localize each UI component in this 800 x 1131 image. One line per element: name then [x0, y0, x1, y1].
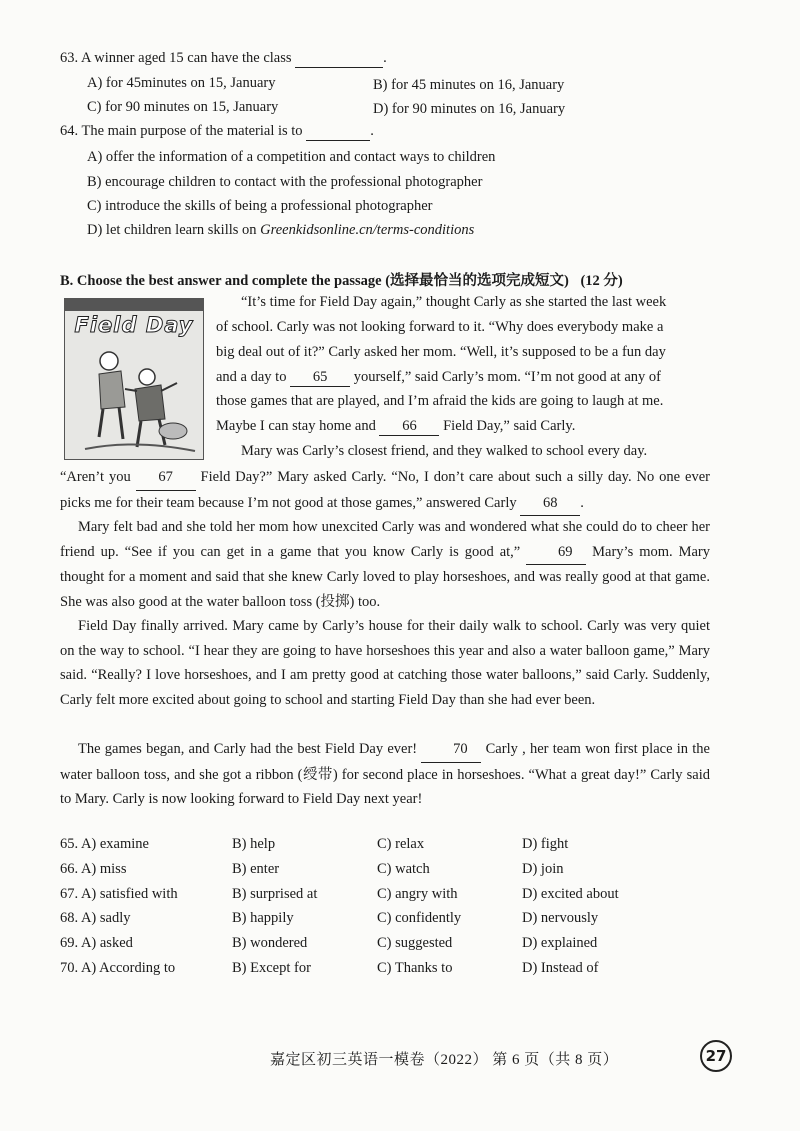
option-65-b[interactable]: B) help — [232, 836, 276, 852]
section-b-chinese: (选择最恰当的选项完成短文) — [385, 273, 569, 289]
option-66-b[interactable]: B) enter — [232, 861, 280, 877]
blank-67[interactable]: 67 — [136, 465, 196, 491]
q64-blank[interactable] — [306, 123, 370, 141]
option-65-c[interactable]: C) relax — [377, 836, 425, 852]
option-67-a[interactable]: 67. A) satisfied with — [60, 886, 178, 902]
q63-stem: 63. A winner aged 15 can have the class . — [60, 50, 387, 66]
option-68-b[interactable]: B) happily — [232, 910, 294, 926]
option-67-c[interactable]: C) angry with — [377, 886, 458, 902]
q64-option-b[interactable]: B) encourage children to contact with the professional photographer — [87, 174, 483, 190]
passage-line: those games that are played, and I’m afraid the kids are going to laugh at me. — [216, 393, 664, 409]
option-70-c[interactable]: C) Thanks to — [377, 960, 453, 976]
passage-line: big deal out of it?” Carly asked her mom. “Well, it’s supposed to be a fun day — [216, 344, 666, 360]
field-day-illustration — [64, 298, 204, 460]
q63-option-b[interactable]: B) for 45 minutes on 16, January — [373, 77, 565, 93]
q63-option-c[interactable]: C) for 90 minutes on 15, January — [87, 99, 279, 115]
blank-70[interactable]: 70 — [421, 737, 481, 763]
section-b-heading: B. Choose the best answer and complete the passage (选择最恰当的选项完成短文) (12 分) — [60, 273, 623, 289]
q64-stem: 64. The main purpose of the material is to . — [60, 123, 374, 139]
page-footer: 嘉定区初三英语一模卷（2022） 第 6 页（共 8 页） — [270, 1052, 619, 1068]
passage-line: and a day to 65 yourself,” said Carly’s mom. “I’m not good at any of — [216, 369, 661, 385]
option-66-d[interactable]: D) join — [522, 861, 564, 877]
option-65-a[interactable]: 65. A) examine — [60, 836, 149, 852]
passage-paragraph: Mary felt bad and she told her mom how unexcited Carly was and wondered what she could do to cheer her friend up. “See if you can get in a game that you know Carly is good at,” 69 Mary’s mom. Mary thought for a moment and said that she knew Carly loved to play horseshoes, and was really good at that game. She was also good at the water balloon toss (投掷) too. — [60, 519, 710, 610]
option-69-a[interactable]: 69. A) asked — [60, 935, 133, 951]
illustration-title: Field Day — [74, 313, 194, 337]
option-68-d[interactable]: D) nervously — [522, 910, 599, 926]
option-70-b[interactable]: B) Except for — [232, 960, 311, 976]
section-b-score: (12 分) — [580, 273, 623, 289]
blank-66[interactable]: 66 — [379, 418, 439, 436]
passage-paragraph: “Aren’t you 67 Field Day?” Mary asked Carly. “No, I don’t care about such a silly day. No one ever picks me for their team because I’m not good at those games,” answered Carly 68 . — [60, 465, 710, 516]
page-number-circle: 27 — [700, 1040, 732, 1072]
passage-line: Mary was Carly’s closest friend, and they walked to school every day. — [241, 443, 648, 459]
option-68-a[interactable]: 68. A) sadly — [60, 910, 131, 926]
blank-69[interactable]: 69 — [526, 540, 586, 566]
passage-line: “It’s time for Field Day again,” thought Carly as she started the last week — [241, 294, 667, 310]
option-70-a[interactable]: 70. A) According to — [60, 960, 176, 976]
option-69-c[interactable]: C) suggested — [377, 935, 453, 951]
q64-option-d[interactable]: D) let children learn skills on Greenkidsonline.cn/terms-conditions — [87, 222, 475, 238]
option-70-d[interactable]: D) Instead of — [522, 960, 599, 976]
option-69-d[interactable]: D) explained — [522, 935, 598, 951]
q63-blank[interactable] — [295, 50, 383, 68]
q64-option-a[interactable]: A) offer the information of a competition and contact ways to children — [87, 149, 496, 165]
option-66-c[interactable]: C) watch — [377, 861, 430, 877]
passage-paragraph: Field Day finally arrived. Mary came by Carly’s house for their daily walk to school. Carly was very quiet on the way to school. “I hear they are going to have horseshoes this year and also a water balloon game,” Mary said. “Really? I love horseshoes, and I am pretty good at catching those water balloons,” said Carly. Suddenly, Carly felt more excited about going to school and starting Field Day than she had ever been. — [60, 618, 710, 708]
option-67-b[interactable]: B) surprised at — [232, 886, 318, 902]
passage-line: Maybe I can stay home and 66 Field Day,” said Carly. — [216, 418, 576, 434]
q63-option-a[interactable]: A) for 45minutes on 15, January — [87, 75, 276, 91]
option-69-b[interactable]: B) wondered — [232, 935, 308, 951]
children-drawing-icon — [65, 299, 203, 459]
option-66-a[interactable]: 66. A) miss — [60, 861, 127, 877]
q64-option-c[interactable]: C) introduce the skills of being a professional photographer — [87, 198, 433, 214]
blank-65[interactable]: 65 — [290, 369, 350, 387]
link-text: Greenkidsonline.cn/terms-conditions — [260, 222, 475, 238]
passage-line: of school. Carly was not looking forward to it. “Why does everybody make a — [216, 319, 664, 335]
option-67-d[interactable]: D) excited about — [522, 886, 619, 902]
q63-option-d[interactable]: D) for 90 minutes on 16, January — [373, 101, 566, 117]
option-65-d[interactable]: D) fight — [522, 836, 569, 852]
blank-68[interactable]: 68 — [520, 491, 580, 517]
passage-paragraph: The games began, and Carly had the best Field Day ever! 70 Carly , her team won first place in the water balloon toss, and she got a ribbon (绶带) for second place in horseshoes. “What a great day!” Carly said to Mary. Carly is now looking forward to Field Day next year! — [60, 737, 710, 812]
option-68-c[interactable]: C) confidently — [377, 910, 462, 926]
